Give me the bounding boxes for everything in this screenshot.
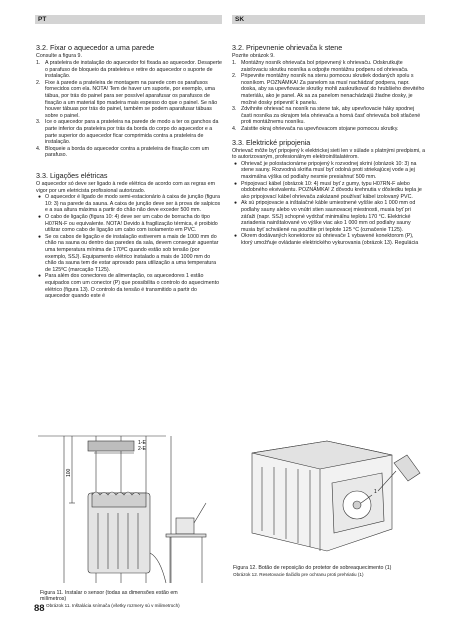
pt-section-title-electric: 3.3. Ligações elétricas	[36, 171, 108, 180]
sk-electric-intro: Ohrievač môže byť pripojený k elektrickej sieti len v súlade s platnými predpismi, a to autorizovaným, profesionálnym elektroinštalatérom.	[232, 147, 426, 161]
figure-12-reset-button	[232, 433, 426, 555]
list-item: ● Se os cabos de ligação e de instalação estiverem a mais de 1000 mm do chão na sauna ou dentro das paredes da sala, devem conseguir aguentar uma temperatura mínima de 170ºC quando estão sob tensão (por exemplo, SSJ). Equipamento elétrico instalado a mais de 1000 mm do chão da sauna tem de estar aprovado para utilização a uma temperatura de 125ºC (marcação T125).	[36, 234, 222, 274]
list-item: ● Ak sú pripojovacie a inštalačné káble umiestnené vyššie ako 1 000 mm od podlahy sauny alebo vo vnútri stien saunovacej miestnosti, musia byť pri záťaži (napr. SSJ) schopné vydržať minimálnu teplotu 170 °C. Elektrické zariadenia nainštalované vo výške viac ako 1 000 mm od podlahy sauny musia byť schválené na použitie pri teplote 125 °C (označenie T125).	[232, 200, 426, 233]
pt-column	[36, 44, 222, 300]
figure-11-caption-sk: Obrázok 11. Inštalácia snímača (všetky rozmery sú v milimetroch)	[46, 603, 180, 608]
page-number: 88	[34, 603, 45, 614]
list-item: 3. Zdvihnite ohrievač na nosník na stene tak, aby upevňovacie háky spodnej časti nosníka za okrajom tela ohrievača a horná časť ohrievača boli stlačené proti montážnemu nosníku.	[232, 106, 421, 126]
language-bar-sk	[232, 15, 425, 24]
label-1e: 1-E	[138, 440, 146, 446]
list-item: ● Okrem dodávaných konektorov sú ohrievače 1 vybavené konektorom (P), ktorý umožňuje ovládanie elektrického vykurovania (obrázok 13). Regulácia	[232, 233, 426, 246]
pt-electric-intro: O aquecedor só deve ser ligado à rede elétrica de acordo com as regras em vigor por um eletricista profissional autorizado.	[36, 181, 216, 194]
pt-electric-list	[36, 194, 222, 300]
reset-button	[353, 501, 361, 509]
list-item: ● Ohrievač je polostacionárne pripojený k rozvodnej skrini (obrázok 10: 3) na stene sauny. Rozvodná skriňa musí byť odolná proti striekajúcej vode a jej maximálna výška od podlahy nesmie presiahnuť 500 mm.	[232, 161, 426, 181]
label-1: 1	[374, 489, 377, 495]
figure-12-caption-sk: Obrázok 12. Resetovacie tlačidlo pre ochranu proti prehriatiu (1)	[233, 572, 364, 577]
sensor-box	[88, 441, 134, 451]
sk-steps-list	[232, 60, 426, 133]
list-item: ● Para além dos conectores de alimentação, os aquecedores 1 estão equipados com um conector (P) que possibilita o controlo do aquecimento elétrico (figura 13). O controlo da tensão é transmitido a partir do aquecedor quando este é	[36, 273, 222, 299]
list-item: 2. Pripevnite montážny nosník na stenu pomocou skrutiek dodaných spolu s nosníkom. POZNÁMKA! Za panelom sa musí nachádzať podpera, napr. doska, aby sa upevňovacie skrutky mohli zaskrutkovať do hrubšieho drevitého materiálu, ako je panel. Ak sa za panelom nenachádzajú žiadne dosky, je možné dosky pripevniť k panelu.	[232, 73, 425, 106]
screwdriver-icon	[394, 455, 420, 481]
language-label-sk: SK	[235, 16, 245, 23]
sk-electric-list	[232, 161, 426, 247]
list-item: ● Pripojovací kábel (obrázok 10: 4) musí byť z gumy, typu H07RN-F alebo obdobného ekvivalentu. POZNÁMKA! Z dôvodu krehnutia v dôsledku tepla je ako pripojovací kábel ohrievača zakázané používať kábel izolovaný PVC.	[232, 181, 426, 201]
list-item: 2. Fixe à parede a prateleira de montagem na parede com os parafusos fornecidos com ela. NOTA! Tem de haver um suporte, por exemplo, uma tábua, por trás do painel para ser possível aparafusar os parafusos de fixação a um material tipo madeira mais espesso do que o painel. Se não houver tábuas por trás do painel, também se podem aparafusar tábuas sobre o painel.	[36, 79, 218, 119]
sk-section-subtitle: Pozrite obrázok 9.	[232, 53, 275, 59]
list-item: 4. Bloqueie a borda do aquecedor contra a prateleira de fixação com um parafuso.	[36, 145, 210, 159]
dimension-label: 100	[66, 468, 72, 477]
figure-12-caption: Figura 12. Botão de reposição do protetor de sobreaquecimento (1)	[233, 565, 392, 571]
sk-column	[232, 44, 426, 247]
list-item: 4. Zaistite okraj ohrievača na upevňovacom stojane pomocou skrutky.	[232, 126, 399, 133]
list-item: ● O cabo de ligação (figura 10: 4) deve ser um cabo de borracha do tipo H07RN-F ou equivalente. NOTA! Devido à fragilização térmica, é proibido utilizar como cabo de ligação um cabo com isolamento em PVC.	[36, 214, 222, 234]
language-bar-pt	[35, 15, 222, 24]
sk-section-title-wall: 3.2. Pripevnenie ohrievača k stene	[232, 43, 343, 52]
list-item: ● O aquecedor é ligado de modo semi-estacionário à caixa de junção (figura 10: 3) na parede da sauna. A caixa de junção deve ser à prova de salpicos e a sua altura máxima a partir do chão não deve exceder 500 mm.	[36, 194, 222, 214]
figure-11-sensor-installation	[36, 433, 222, 585]
figure-11-caption: Figura 11. Instalar o sensor (todas as dimensões estão em milímetros)	[40, 590, 178, 603]
pt-section-subtitle: Consulte a figura 9.	[36, 53, 82, 59]
pt-section-title-wall: 3.2. Fixar o aquecedor a uma parede	[36, 43, 155, 52]
pt-steps-list	[36, 60, 222, 159]
list-item: 3. Ice o aquecedor para a prateleira na parede de modo a ter os ganchos da parte inferior da prateleira por trás da borda do corpo do aquecedor e a parte superior do aquecedor ficar comprimida contra a prateleira de instalação.	[36, 119, 219, 146]
sk-section-title-electric: 3.3. Elektrické pripojenia	[232, 137, 311, 147]
list-item: 1. A prateleira de instalação do aquecedor foi fixada ao aquecedor. Desaperte o parafuso de bloqueio da prateleira e retire do aquecedor o suporte de instalação.	[36, 60, 222, 80]
label-2e: 2-E	[138, 446, 146, 452]
language-label-pt: PT	[38, 16, 47, 23]
list-item: 1. Montážny nosník ohrievača bol pripevnený k ohrievaču. Odskrutkujte zaisťovaciu skrutku nosníka a odpojte montážnu podperu od ohrievača.	[232, 60, 409, 73]
sauna-bucket	[176, 518, 194, 534]
